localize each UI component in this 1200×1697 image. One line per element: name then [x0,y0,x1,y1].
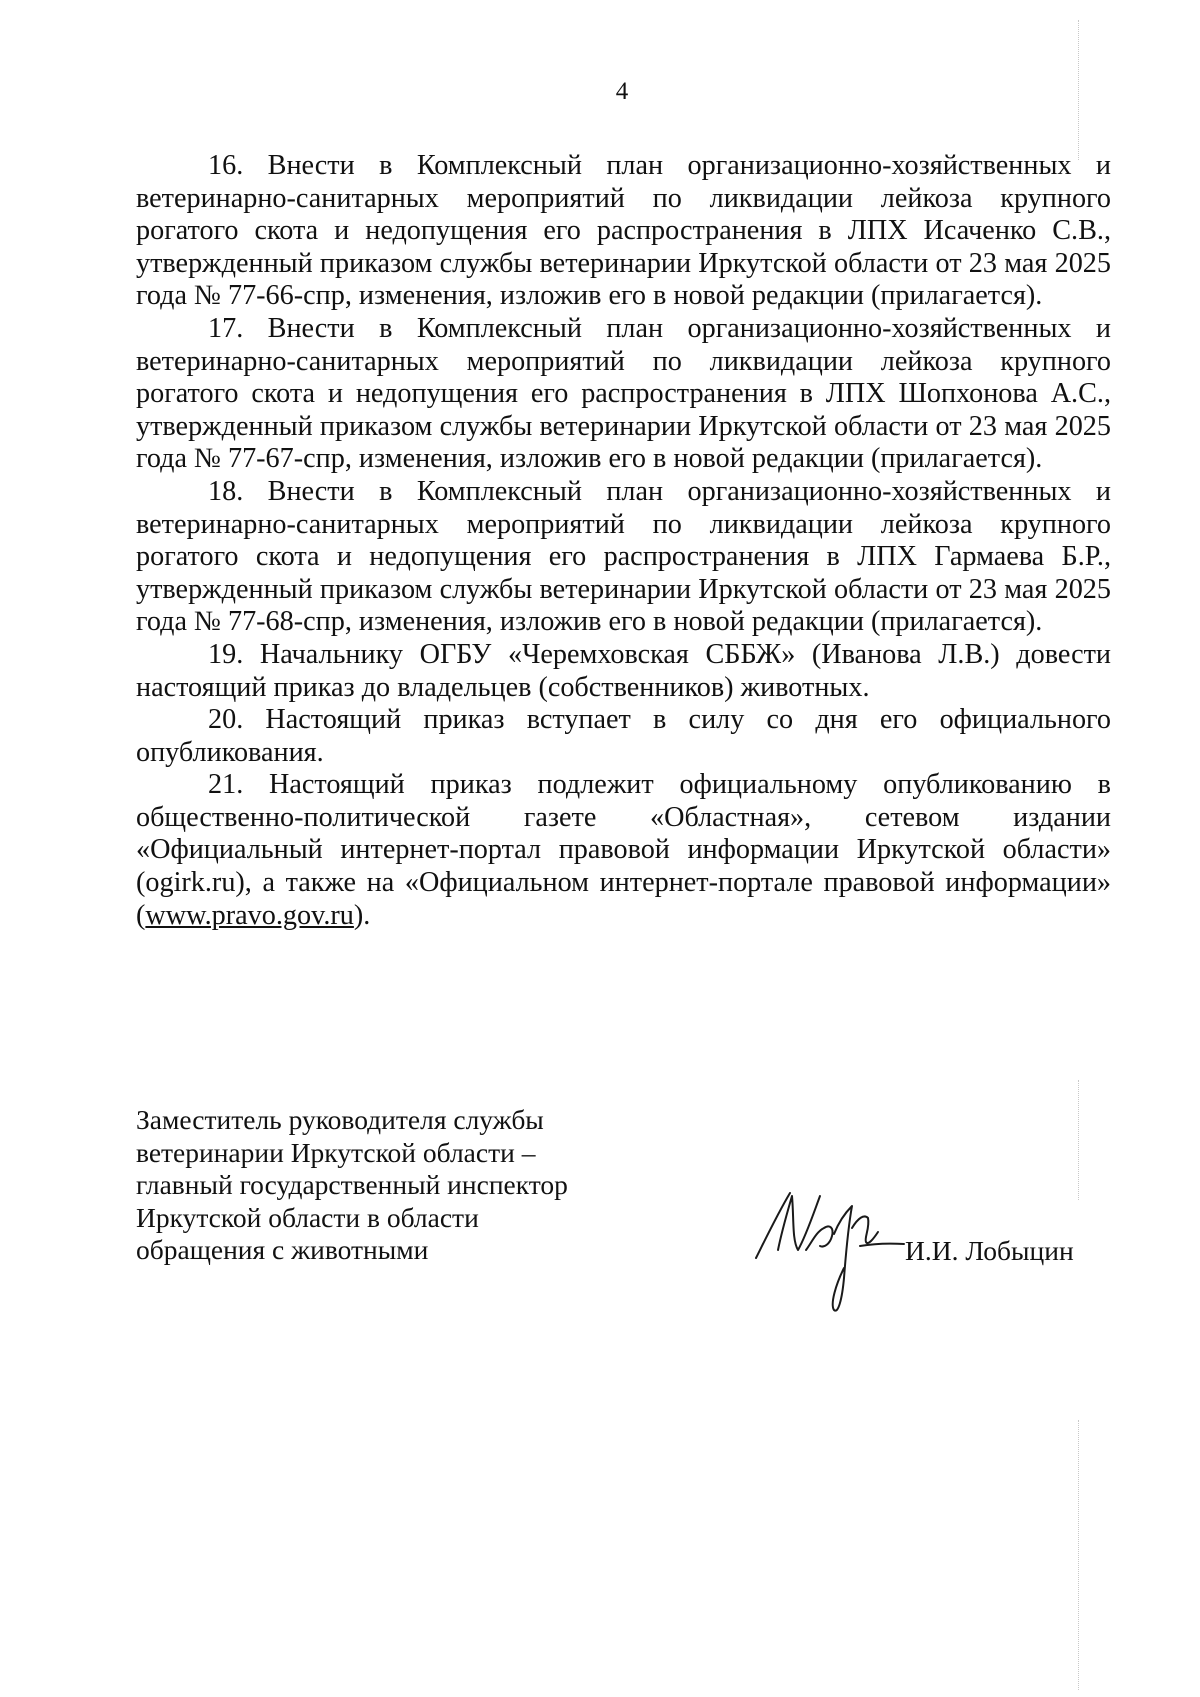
pravo-link[interactable]: www.pravo.gov.ru [145,899,354,931]
paragraph-21-text: 21. Настоящий приказ подлежит официальному опубликованию в общественно-политической газете «Областная», сетевом издании «Официальный интернет-портал правовой информации Иркутской области» (ogirk.ru), а также на «Официальном интернет-портале правовой информации» ( [136,769,1111,931]
paragraph-18: 18. Внести в Комплексный план организационно-хозяйственных и ветеринарно-санитарных мероприятий по ликвидации лейкоза крупного рогатого скота и недопущения его распространения в ЛПХ Гармаева Б.Р., утвержденный приказом службы ветеринарии Иркутской области от 23 мая 2025 года № 77-68-спр, изменения, изложив его в новой редакции (прилагается). [136,475,1111,638]
signatory-line: главный государственный инспектор [136,1169,568,1201]
signer-name: И.И. Лобыцин [905,1235,1074,1266]
signatory-line: Иркутской области в области [136,1201,479,1233]
signatory-block [136,1104,568,1267]
document-body [136,150,1111,932]
handwritten-signature [748,1188,928,1318]
paragraph-17: 17. Внести в Комплексный план организационно-хозяйственных и ветеринарно-санитарных мероприятий по ликвидации лейкоза крупного рогатого скота и недопущения его распространения в ЛПХ Шопхонова А.С., утвержденный приказом службы ветеринарии Иркутской области от 23 мая 2025 года № 77-67-спр, изменения, изложив его в новой редакции (прилагается). [136,312,1111,475]
page-number: 4 [615,78,629,105]
scan-edge-mark [1078,20,1080,160]
scan-edge-mark [1078,1080,1080,1200]
paragraph-20: 20. Настоящий приказ вступает в силу со дня его официального опубликования. [136,704,1111,768]
paragraph-16: 16. Внести в Комплексный план организационно-хозяйственных и ветеринарно-санитарных мероприятий по ликвидации лейкоза крупного рогатого скота и недопущения его распространения в ЛПХ Исаченко С.В., утвержденный приказом службы ветеринарии Иркутской области от 23 мая 2025 года № 77-66-спр, изменения, изложив его в новой редакции (прилагается). [136,150,1111,312]
signatory-line: Заместитель руководителя службы [136,1104,544,1135]
signatory-line: ветеринарии Иркутской области – [136,1136,536,1168]
signatory-line: обращения с животными [136,1234,429,1266]
paragraph-21-tail: ). [353,899,371,931]
scan-edge-mark [1078,1420,1080,1690]
paragraph-21 [136,769,1111,932]
paragraph-19: 19. Начальнику ОГБУ «Черемховская СББЖ» (Иванова Л.В.) довести настоящий приказ до владельцев (собственников) животных. [136,638,1111,703]
